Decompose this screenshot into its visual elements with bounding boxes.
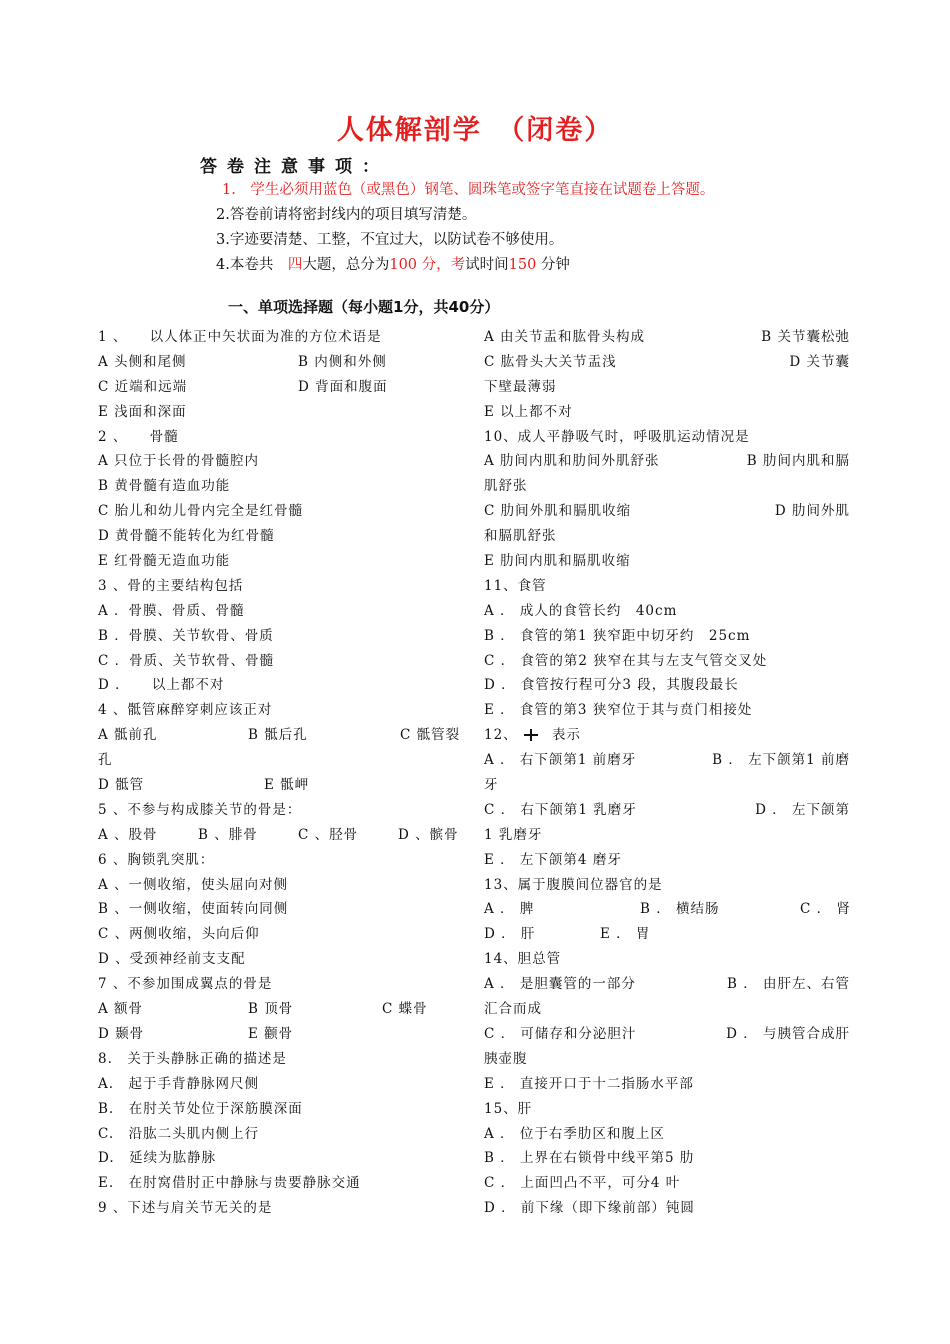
- right-column: [484, 325, 850, 1221]
- text-segment: C ． 上面凹凸不平，可分4 叶: [484, 1175, 681, 1192]
- text-segment: B ． 左下颌第1 前磨: [712, 752, 850, 769]
- option-line: [484, 673, 850, 698]
- option-line: [98, 400, 468, 425]
- text-segment: 汇合而成: [484, 1001, 542, 1018]
- text-segment: A. 起于手背静脉网尺侧: [98, 1075, 260, 1092]
- option-line: [98, 375, 468, 400]
- option-line: [98, 673, 468, 698]
- notice-item-2: 2.答卷前请将密封线内的项目填写清楚。: [216, 207, 477, 223]
- text-segment: 4 、骶管麻醉穿刺应该正对: [98, 702, 273, 719]
- option-line: [98, 1072, 468, 1097]
- option-line: [484, 1022, 850, 1047]
- option-line: [484, 449, 850, 474]
- text-segment: 下壁最薄弱: [484, 378, 557, 395]
- text-segment: D 背面和腹面: [298, 378, 388, 395]
- question-line: [98, 972, 468, 997]
- text-segment: B 、一侧收缩，使面转向同侧: [98, 901, 289, 918]
- text-segment: D ． 肝: [484, 926, 536, 943]
- option-line: [98, 947, 468, 972]
- text-segment: A ． 脾: [484, 901, 535, 918]
- option-line: [98, 723, 468, 748]
- text-segment: A ．骨膜、骨质、骨髓: [98, 602, 245, 619]
- text-segment: D 骶管: [98, 777, 145, 794]
- text-segment: D 、受颈神经前支支配: [98, 951, 246, 968]
- text-segment: E 红骨髓无造血功能: [98, 553, 231, 570]
- text-segment: C ． 肾: [800, 901, 851, 918]
- option-line: [484, 375, 850, 400]
- text-segment: D 颞骨: [98, 1025, 145, 1042]
- option-line: [98, 748, 468, 773]
- text-segment: C 、胫骨: [298, 826, 359, 843]
- option-line: [98, 773, 468, 798]
- text-segment: C 骶管裂: [400, 727, 461, 744]
- option-line: [98, 1122, 468, 1147]
- option-line: [484, 1146, 850, 1171]
- question-line: [484, 947, 850, 972]
- question-line: [98, 1047, 468, 1072]
- option-line: [98, 624, 468, 649]
- notice-item-4: 4.本卷共 四大题，总分为100 分，考试时间150 分钟: [216, 257, 570, 273]
- option-line: [98, 997, 468, 1022]
- text-segment: A 头侧和尾侧: [98, 353, 187, 370]
- text-segment: B ． 横结肠: [640, 901, 720, 918]
- text-segment: A 、股骨: [98, 826, 158, 843]
- option-line: [98, 599, 468, 624]
- option-line: [484, 773, 850, 798]
- question-line: [98, 574, 468, 599]
- text-segment: 8. 关于头静脉正确的描述是: [98, 1050, 287, 1067]
- text-segment: B ． 食管的第1 狭窄距中切牙约 25cm: [484, 627, 751, 644]
- text-segment: 5 、不参与构成膝关节的骨是：: [98, 801, 302, 818]
- text-segment: D 关节囊: [789, 353, 850, 370]
- text-segment: A 额骨: [98, 1001, 144, 1018]
- notice-item-3: 3.字迹要清楚、工整，不宜过大，以防试卷不够使用。: [216, 232, 564, 248]
- text-segment: 胰壶腹: [484, 1050, 528, 1067]
- text-segment: C. 沿肱二头肌内侧上行: [98, 1125, 260, 1142]
- text-segment: A 只位于长骨的骨髓腔内: [98, 453, 260, 470]
- option-line: [98, 897, 468, 922]
- text-segment: 14、胆总管: [484, 951, 562, 968]
- option-line: [484, 499, 850, 524]
- text-segment: 9 、下述与肩关节无关的是: [98, 1200, 273, 1217]
- option-line: [484, 848, 850, 873]
- text-segment: D 、髌骨: [398, 826, 459, 843]
- text-segment: E 以上都不对: [484, 403, 573, 420]
- option-line: [98, 1171, 468, 1196]
- option-line: [484, 997, 850, 1022]
- option-line: [484, 1122, 850, 1147]
- text-segment: C ． 可储存和分泌胆汁: [484, 1025, 637, 1042]
- text-segment: E. 在肘窝借肘正中静脉与贵要静脉交通: [98, 1175, 361, 1192]
- text-segment: D ． 左下颌第: [755, 801, 850, 818]
- option-line: [484, 474, 850, 499]
- text-segment: B 顶骨: [248, 1001, 294, 1018]
- notice-item-1: 1. 学生必须用蓝色（或黑色）钢笔、圆珠笔或签字笔直接在试题卷上答题。: [222, 182, 715, 198]
- text-segment: B 、腓骨: [198, 826, 258, 843]
- question-line: [484, 723, 850, 748]
- question-line: [98, 425, 468, 450]
- question-line: [484, 574, 850, 599]
- text-segment: B 关节囊松弛: [761, 329, 850, 345]
- text-segment: A ． 右下颌第1 前磨牙: [484, 752, 637, 769]
- text-segment: A ． 位于右季肋区和腹上区: [484, 1125, 665, 1142]
- text-segment: E ． 食管的第3 狭窄位于其与贲门相接处: [484, 702, 753, 719]
- text-segment: 孔: [98, 752, 113, 769]
- option-line: [484, 524, 850, 549]
- text-segment: D 黄骨髓不能转化为红骨髓: [98, 528, 275, 545]
- option-line: [484, 1196, 850, 1221]
- option-line: [98, 449, 468, 474]
- notice-list: [216, 178, 714, 278]
- text-segment: 6 、胸锁乳突肌：: [98, 851, 215, 868]
- option-line: [98, 922, 468, 947]
- text-segment: 13、属于腹膜间位器官的是: [484, 876, 663, 893]
- option-line: [484, 972, 850, 997]
- text-segment: C 蝶骨: [382, 1001, 428, 1018]
- option-line: [98, 1146, 468, 1171]
- text-segment: B 内侧和外侧: [298, 353, 387, 370]
- text-segment: A 由关节盂和肱骨头构成: [484, 329, 646, 345]
- text-segment: B 骶后孔: [248, 727, 308, 744]
- text-segment: A 肋间内肌和肋间外肌舒张: [484, 453, 660, 470]
- text-segment: C ． 食管的第2 狭窄在其与左支气管交叉处: [484, 652, 768, 669]
- option-line: [484, 922, 850, 947]
- option-line: [98, 873, 468, 898]
- text-segment: E 颧骨: [248, 1025, 294, 1042]
- question-line: [484, 873, 850, 898]
- notice-heading: 答卷注意事项：: [200, 157, 389, 177]
- text-segment: 10、成人平静吸气时，呼吸肌运动情况是: [484, 428, 750, 445]
- option-line: [484, 400, 850, 425]
- text-segment: C 肱骨头大关节盂浅: [484, 353, 617, 370]
- option-line: [484, 698, 850, 723]
- text-segment: B 黄骨髓有造血功能: [98, 478, 231, 495]
- option-line: [484, 897, 850, 922]
- option-line: [484, 748, 850, 773]
- option-line: [98, 649, 468, 674]
- text-segment: B 肋间内肌和膈: [746, 453, 850, 470]
- text-segment: C ．骨质、关节软骨、骨髓: [98, 652, 275, 669]
- exam-title: 人体解剖学 （闭卷）: [336, 115, 614, 146]
- text-segment: 1 、 以人体正中矢状面为准的方位术语是: [98, 329, 382, 345]
- text-segment: D ． 食管按行程可分3 段，其腹段最长: [484, 677, 739, 694]
- option-line: [484, 1171, 850, 1196]
- question-line: [484, 425, 850, 450]
- text-segment: 表示: [552, 727, 581, 744]
- option-line: [484, 325, 850, 350]
- text-segment: D ． 前下缘（即下缘前部）钝圆: [484, 1200, 695, 1217]
- option-line: [484, 798, 850, 823]
- text-segment: E ． 胃: [600, 926, 651, 943]
- text-segment: A 、一侧收缩，使头屈向对侧: [98, 876, 289, 893]
- left-column: [98, 325, 468, 1221]
- option-line: [484, 624, 850, 649]
- question-line: [484, 1097, 850, 1122]
- text-segment: 2 、 骨髓: [98, 428, 179, 445]
- section-heading: 一、单项选择题（每小题1分，共40分）: [228, 298, 500, 316]
- text-segment: 肌舒张: [484, 478, 528, 495]
- option-line: [98, 823, 468, 848]
- option-line: [98, 549, 468, 574]
- question-line: [98, 848, 468, 873]
- option-line: [484, 823, 850, 848]
- text-segment: E ． 左下颌第4 磨牙: [484, 851, 622, 868]
- text-segment: B. 在肘关节处位于深筋膜深面: [98, 1100, 303, 1117]
- question-line: [98, 325, 468, 350]
- text-segment: 和膈肌舒张: [484, 528, 557, 545]
- text-segment: 11、食管: [484, 577, 547, 594]
- option-line: [98, 524, 468, 549]
- text-segment: A ． 是胆囊管的一部分: [484, 976, 636, 993]
- option-line: [98, 499, 468, 524]
- option-line: [484, 599, 850, 624]
- text-segment: E 骶岬: [264, 777, 310, 794]
- text-segment: A 骶前孔: [98, 727, 158, 744]
- option-line: [484, 1047, 850, 1072]
- question-line: [98, 698, 468, 723]
- text-segment: D ． 与胰管合成肝: [726, 1025, 850, 1042]
- text-segment: D ． 以上都不对: [98, 677, 225, 694]
- text-segment: B ． 由肝左、右管: [726, 976, 850, 993]
- question-line: [98, 1196, 468, 1221]
- question-line: [98, 798, 468, 823]
- option-line: [98, 350, 468, 375]
- text-segment: E 肋间内肌和膈肌收缩: [484, 553, 631, 570]
- text-segment: 7 、不参加围成翼点的骨是: [98, 976, 273, 993]
- text-segment: A ． 成人的食管长约 40cm: [484, 602, 678, 619]
- text-segment: 15、肝: [484, 1100, 533, 1117]
- text-segment: C 胎儿和幼儿骨内完全是红骨髓: [98, 503, 304, 520]
- option-line: [98, 1022, 468, 1047]
- option-line: [484, 649, 850, 674]
- option-line: [98, 474, 468, 499]
- text-segment: C ． 右下颌第1 乳磨牙: [484, 801, 637, 818]
- text-segment: E ． 直接开口于十二指肠水平部: [484, 1075, 694, 1092]
- text-segment: E 浅面和深面: [98, 403, 187, 420]
- text-segment: C 近端和远端: [98, 378, 188, 395]
- text-segment: B ． 上界在右锁骨中线平第5 肋: [484, 1150, 695, 1167]
- text-segment: 1 乳磨牙: [484, 826, 543, 843]
- option-line: [98, 1097, 468, 1122]
- option-line: [484, 1072, 850, 1097]
- text-segment: 牙: [484, 777, 499, 794]
- option-line: [484, 549, 850, 574]
- text-segment: D. 延续为肱静脉: [98, 1150, 217, 1167]
- text-segment: C 、两侧收缩，头向后仰: [98, 926, 260, 943]
- text-segment: C 肋间外肌和膈肌收缩: [484, 503, 632, 520]
- text-segment: D 肋间外肌: [774, 503, 850, 520]
- text-segment: 12、: [484, 727, 518, 744]
- tooth-notation-icon: [524, 729, 538, 741]
- text-segment: 3 、骨的主要结构包括: [98, 577, 244, 594]
- option-line: [484, 350, 850, 375]
- text-segment: B ．骨膜、关节软骨、骨质: [98, 627, 274, 644]
